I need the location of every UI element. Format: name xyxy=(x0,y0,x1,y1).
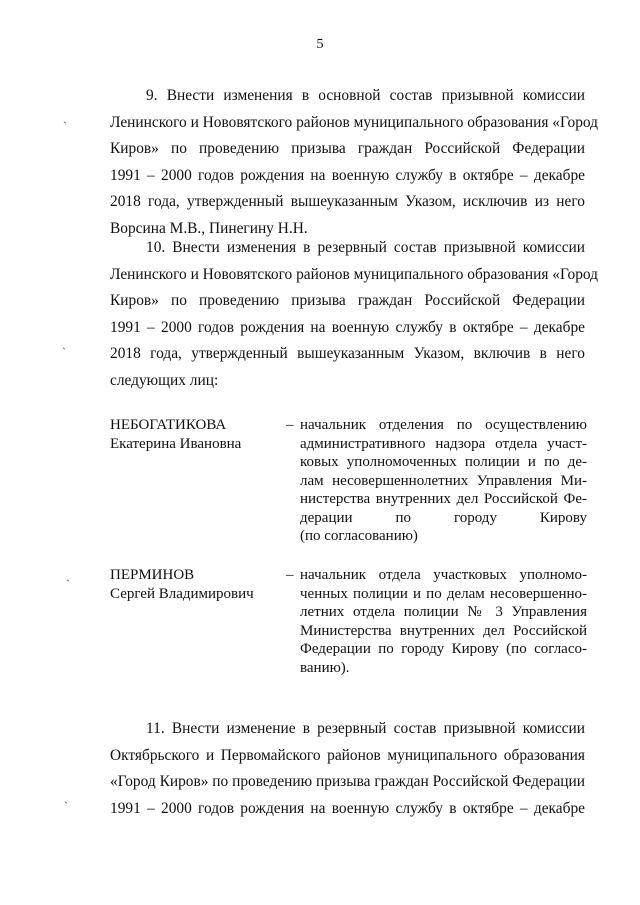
item-10-line: 2018 года, утвержденный вышеуказанным Указом, включив в него xyxy=(110,345,585,362)
item-10-line: 10. Внести изменения в резервный состав призывной комиссии xyxy=(146,239,585,256)
position-line: летних отдела полиции № 3 Управления xyxy=(300,604,587,620)
item-9-line: Ленинского и Нововятского районов муниципального образования «Город xyxy=(110,113,599,131)
item-10-line: Ленинского и Нововятского районов муниципального образования «Город xyxy=(110,265,599,283)
margin-speck: ˏ xyxy=(62,336,66,350)
item-10-line: Киров» по проведению призыва граждан Российской Федерации xyxy=(110,292,585,309)
person-name xyxy=(110,416,290,453)
margin-speck: ˏ xyxy=(66,568,70,582)
person-entry xyxy=(110,416,585,546)
item-9-paragraph xyxy=(110,83,599,242)
item-11-line: 1991 – 2000 годов рождения на военную службу в октябре – декабре xyxy=(110,799,585,817)
item-10-line: следующих лиц: xyxy=(110,371,219,389)
person-surname: ПЕРМИНОВ xyxy=(110,567,195,583)
person-dash: – xyxy=(286,567,294,583)
item-10-line: 1991 – 2000 годов рождения на военную службу в октябре – декабре xyxy=(110,318,585,336)
item-9-line: 1991 – 2000 годов рождения на военную службу в октябре – декабре xyxy=(110,166,585,184)
page-number: 5 xyxy=(316,37,324,52)
position-line: ченных полиции и по делам несовершенно- xyxy=(300,585,587,602)
person-position xyxy=(300,566,587,677)
margin-speck: ˏ xyxy=(64,790,68,804)
position-line: ковых уполномоченных полиции и по де- xyxy=(300,454,587,470)
item-11-line: Октябрьского и Первомайского районов муниципального образования xyxy=(110,746,585,764)
item-10-paragraph xyxy=(110,235,599,394)
position-line: дерации по городу Кирову xyxy=(300,509,587,526)
position-line: лам несовершеннолетних Управления Ми- xyxy=(300,472,587,489)
person-entry xyxy=(110,566,585,681)
position-line: административного надзора отдела участ- xyxy=(300,435,587,452)
item-11-paragraph xyxy=(110,716,585,822)
item-11-line: 11. Внести изменение в резервный состав призывной комиссии xyxy=(146,720,585,737)
item-11-line: «Город Киров» по проведению призыва граждан Российской Федерации xyxy=(110,773,585,790)
position-line: нистерства внутренних дел Российской Фе- xyxy=(300,491,587,507)
item-9-line: Киров» по проведению призыва граждан Российской Федерации xyxy=(110,140,585,157)
position-line: (по согласованию) xyxy=(300,528,418,544)
item-9-line: 2018 года, утвержденный вышеуказанным Указом, исключив из него xyxy=(110,193,585,210)
person-dash: – xyxy=(286,417,294,433)
person-name xyxy=(110,566,290,603)
item-9-line: 9. Внести изменения в основной состав призывной комиссии xyxy=(146,87,585,104)
item-9-line: Ворсина М.В., Пинегину Н.Н. xyxy=(110,219,308,237)
person-position xyxy=(300,416,587,546)
position-line: Министерства внутренних дел Российской xyxy=(300,622,587,639)
position-line: начальник отдела участковых уполномо- xyxy=(300,567,587,583)
position-line: ванию). xyxy=(300,659,350,676)
person-given-names: Екатерина Ивановна xyxy=(110,435,242,452)
margin-speck: ˏ xyxy=(63,110,67,124)
person-given-names: Сергей Владимирович xyxy=(110,585,254,602)
person-surname: НЕБОГАТИКОВА xyxy=(110,417,227,433)
position-line: начальник отделения по осуществлению xyxy=(300,417,587,433)
position-line: Федерации по городу Кирову (по согласо- xyxy=(300,641,587,657)
